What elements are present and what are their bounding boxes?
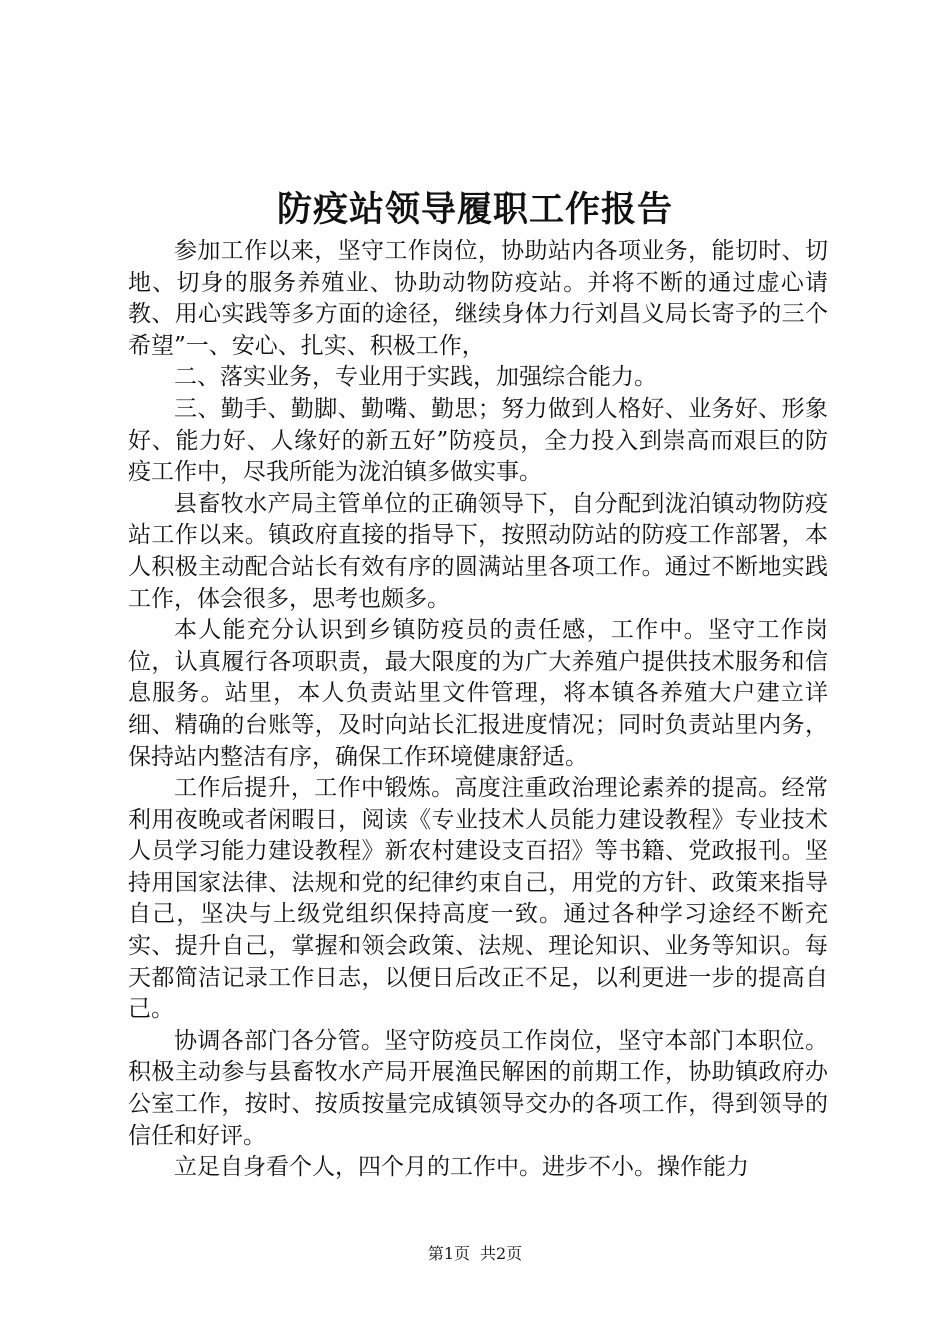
paragraph: 参加工作以来，坚守工作岗位，协助站内各项业务，能切时、切地、切身的服务养殖业、协助动物防疫站。并将不断的通过虚心请教、用心实践等多方面的途径，继续身体力行刘昌义局长寄予的三个希望”一、安心、扎实、积极工作，: [128, 238, 828, 359]
paragraph: 二、落实业务，专业用于实践，加强综合能力。: [174, 364, 657, 391]
document-title: 防疫站领导履职工作报告: [276, 189, 673, 230]
page-number: 第1页: [427, 1244, 470, 1263]
paragraph: 立足自身看个人，四个月的工作中。进步不小。操作能力: [174, 1154, 749, 1181]
document-body: [128, 236, 828, 1184]
paragraph: 协调各部门各分管。坚守防疫员工作岗位，坚守本部门本职位。积极主动参与县畜牧水产局开展渔民解困的前期工作，协助镇政府办公室工作，按时、按质按量完成镇领导交办的各项工作，得到领导的信任和好评。: [128, 1027, 828, 1149]
paragraph: 县畜牧水产局主管单位的正确领导下，自分配到泷泊镇动物防疫站工作以来。镇政府直接的指导下，按照动防站的防疫工作部署，本人积极主动配合站长有效有序的圆满站里各项工作。通过不断地实践工作，体会很多，思考也颇多。: [128, 490, 828, 612]
page-footer: [0, 1243, 950, 1265]
paragraph: 工作后提升，工作中锻炼。高度注重政治理论素养的提高。经常利用夜晚或者闲暇日，阅读《专业技术人员能力建设教程》专业技术人员学习能力建设教程》新农村建设支百招》等书籍、党政报刊。坚持用国家法律、法规和党的纪律约束自己，用党的方针、政策来指导自己，坚决与上级党组织保持高度一致。通过各种学习途经不断充实、提升自己，掌握和领会政策、法规、理论知识、业务等知识。每天都简洁记录工作日志，以便日后改正不足，以利更进一步的提高自己。: [128, 775, 828, 1023]
page-total: 共2页: [480, 1244, 523, 1263]
paragraph: 本人能充分认识到乡镇防疫员的责任感，工作中。坚守工作岗位，认真履行各项职责，最大限度的为广大养殖户提供技术服务和信息服务。站里，本人负责站里文件管理，将本镇各养殖大户建立详细、精确的台账等，及时向站长汇报进度情况；同时负责站里内务，保持站内整洁有序，确保工作环境健康舒适。: [128, 617, 828, 770]
paragraph: 三、勤手、勤脚、勤嘴、勤思；努力做到人格好、业务好、形象好、能力好、人缘好的新五好”防疫员，全力投入到崇高而艰巨的防疫工作中，尽我所能为泷泊镇多做实事。: [128, 395, 828, 486]
